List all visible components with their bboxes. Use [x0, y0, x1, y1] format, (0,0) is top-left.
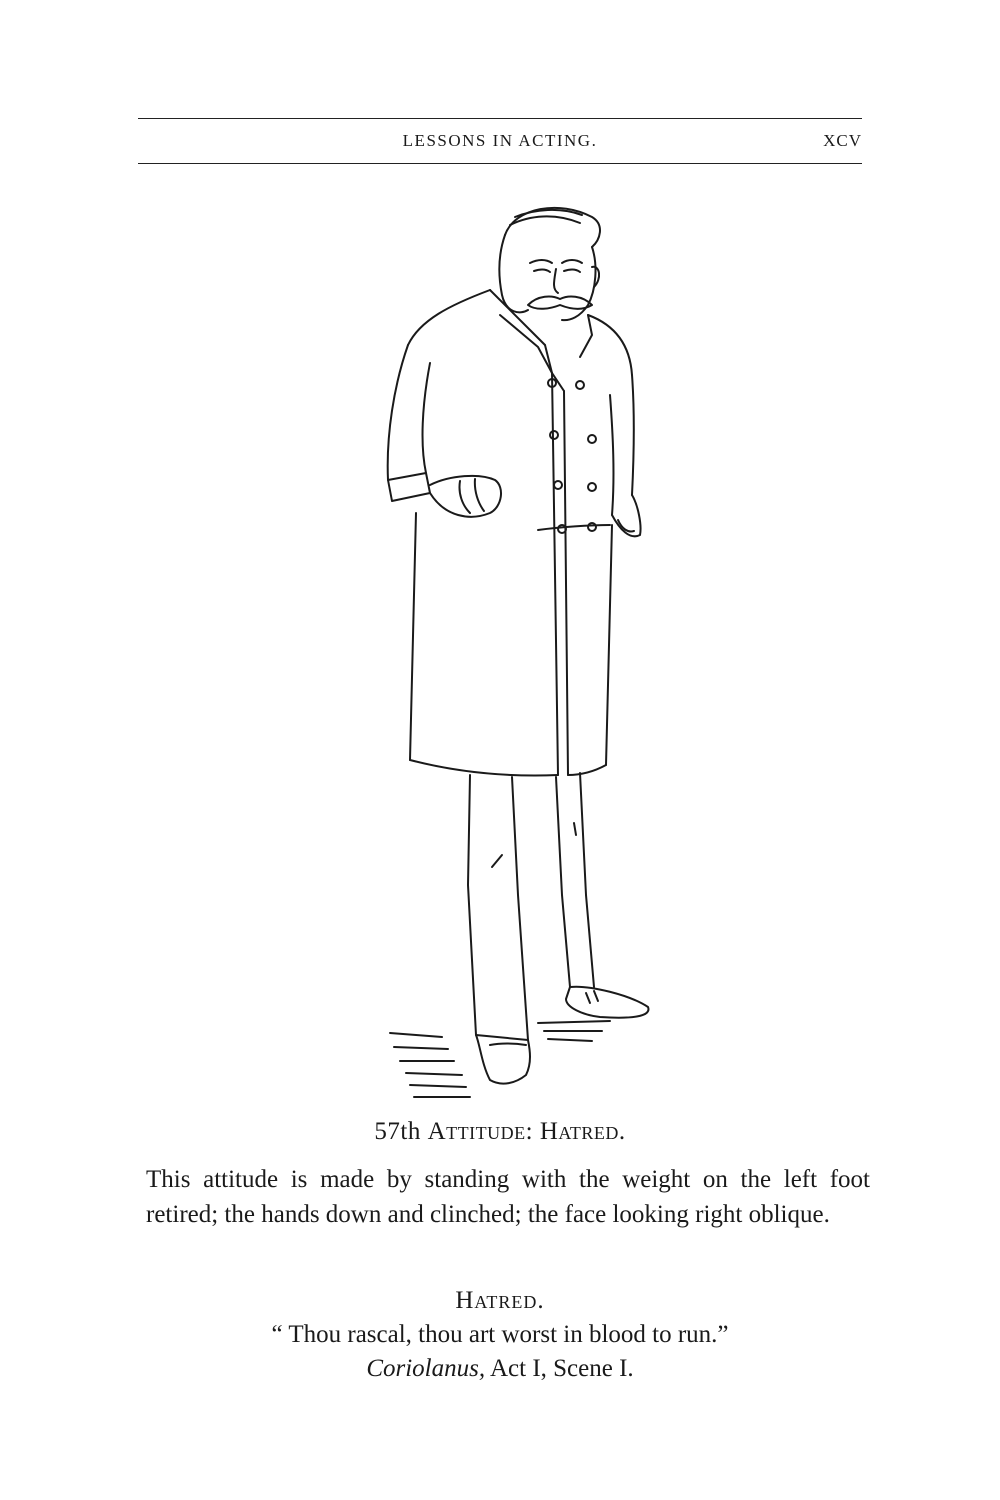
- figure-caption: [0, 1118, 1000, 1146]
- quotation-block: [0, 1318, 1000, 1386]
- quotation-reference: Act I, Scene I.: [489, 1355, 634, 1382]
- attitude-illustration: [330, 195, 690, 1105]
- header-rule-bottom: [138, 163, 862, 164]
- caption-separator: :: [525, 1118, 534, 1145]
- running-title: LESSONS IN ACTING.: [402, 131, 598, 150]
- quotation-work: Coriolanus,: [366, 1355, 486, 1382]
- header-rule-top: [138, 118, 862, 119]
- running-head: [138, 128, 862, 156]
- quotation-heading: Hatred.: [455, 1287, 545, 1314]
- page-number: XCV: [823, 131, 862, 150]
- caption-number: 57th: [374, 1118, 421, 1145]
- quotation-line: “ Thou rascal, thou art worst in blood to run.”: [271, 1321, 729, 1348]
- caption-label: Attitude: [427, 1118, 526, 1145]
- quotation-source: [0, 1352, 1000, 1386]
- caption-subject: Hatred.: [539, 1118, 626, 1145]
- attitude-description: This attitude is made by standing with the weight on the left foot retired; the hands down and clinched; the face looking right oblique.: [146, 1166, 870, 1228]
